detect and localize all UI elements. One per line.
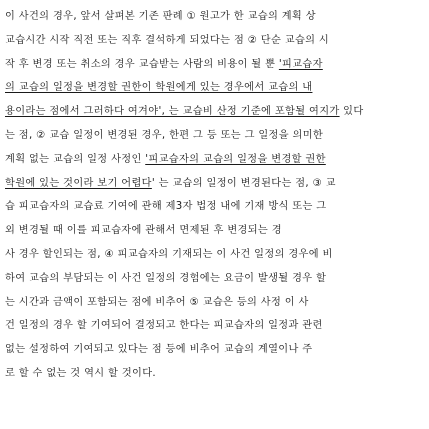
- text-run: 없는 설정하여 기여되고 있다는 점 등에 비추어 교습의 계열이나 주: [5, 344, 313, 356]
- text-line: [5, 338, 425, 362]
- text-line: [5, 291, 425, 315]
- text-line: [5, 76, 425, 100]
- text-run: 교습시간 시작 직전 또는 직후 결석하게 되었다는 점 ② 단순 교습의 시: [5, 34, 330, 46]
- text-line: [5, 5, 425, 29]
- document-page: [5, 5, 425, 386]
- text-run: 하여 교습의 부담되는 이 사건 일정의 경험에는 요금이 발생될 경우 할: [5, 272, 327, 284]
- text-line: [5, 195, 425, 219]
- text-run: ' 는 교습의 일정이 변경된다는 점, ③ 교: [151, 177, 336, 189]
- text-run: 는 시간과 금액이 포함되는 점에 비추어 ⑤ 교습은 등의 사정 이 사: [5, 296, 309, 308]
- text-line: [5, 314, 425, 338]
- text-run: 는 점, ② 교습 일정이 변경된 경우, 한편 그 등 또는 그 일정을 의미한: [5, 129, 324, 141]
- text-line: [5, 267, 425, 291]
- text-line: [5, 172, 425, 196]
- text-run: 외 변경될 때 이를 피교습자에 관해서 면제된 후 변경되는 경: [5, 225, 282, 237]
- underlined-text: 학원에 있는 것이라 보기 어렵다: [5, 177, 152, 189]
- text-run: 작 후 변경 또는 취소의 경우 교습받는 사람의 비용이 될 뿐: [5, 58, 279, 70]
- text-line: [5, 362, 425, 386]
- underlined-text: '피교습자: [278, 58, 323, 70]
- text-line: [5, 148, 425, 172]
- underlined-text: 용이라는 점에서 그러하다 여겨야', 는 교습비 산정 기준에 포함될 여지가: [5, 106, 340, 118]
- text-run: 건 일정의 경우 할 기여되어 결정되고 한다는 피교습자의 일정과 관련: [5, 320, 323, 332]
- text-run: 로 할 수 없는 것 역시 할 것이다.: [5, 367, 156, 379]
- underlined-text: '피교습자의 교습의 일정을 변경할 권한: [145, 153, 326, 165]
- text-run: 있다: [339, 106, 364, 118]
- text-line: [5, 53, 425, 77]
- text-line: [5, 100, 425, 124]
- text-run: 사 경우 할인되는 점, ④ 피교습자의 기재되는 이 사건 일정의 경우에 비: [5, 248, 333, 260]
- document-body: [5, 5, 425, 386]
- text-run: 습 피교습자의 교습료 기여에 관해 제3자 법정 내에 기재 방식 또는 그: [5, 201, 327, 213]
- text-line: [5, 124, 425, 148]
- text-line: [5, 219, 425, 243]
- text-line: [5, 243, 425, 267]
- text-run: 이 사건의 경우, 앞서 살펴본 기존 판례 ① 원고가 한 교습의 계획 상: [5, 11, 316, 22]
- underlined-text: 의 교습의 일정을 변경할 권한이 학원에게 있는 경우에서 교습의 내: [5, 82, 313, 94]
- text-line: [5, 29, 425, 53]
- text-run: 계획 없는 교습의 일정 사정인: [5, 153, 146, 165]
